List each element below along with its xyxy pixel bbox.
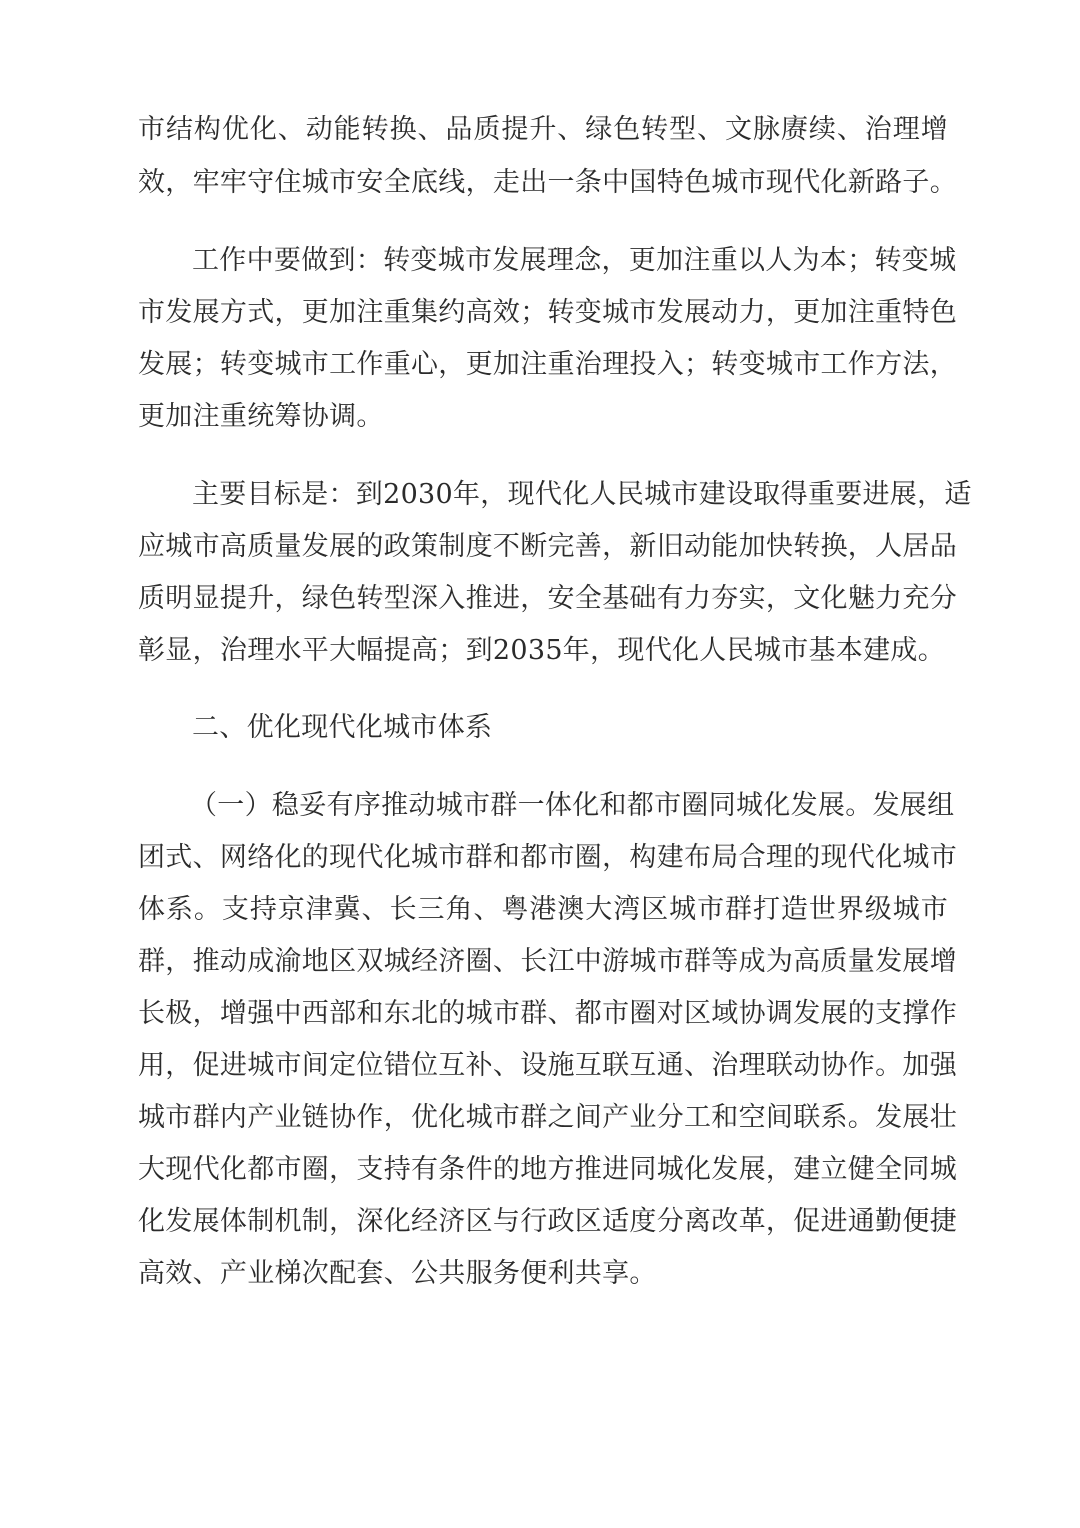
paragraph-4-line-3: 体系。支持京津冀、长三角、粤港澳大湾区城市群打造世界级城市: [138, 894, 948, 925]
paragraph-4-line-7: 城市群内产业链协作，优化城市群之间产业分工和空间联系。发展壮: [138, 1102, 957, 1133]
paragraph-3-line-3: 质明显提升，绿色转型深入推进，安全基础有力夯实，文化魅力充分: [138, 583, 957, 614]
paragraph-2-line-3: 发展；转变城市工作重心，更加注重治理投入；转变城市工作方法，: [138, 349, 957, 380]
paragraph-4-line-10: 高效、产业梯次配套、公共服务便利共享。: [138, 1258, 657, 1289]
paragraph-4-line-8: 大现代化都市圈，支持有条件的地方推进同城化发展，建立健全同城: [138, 1154, 957, 1185]
paragraph-4-line-5: 长极，增强中西部和东北的城市群、都市圈对区域协调发展的支撑作: [138, 998, 957, 1029]
paragraph-2-line-4: 更加注重统筹协调。: [138, 401, 384, 432]
paragraph-4-line-2: 团式、网络化的现代化城市群和都市圈，构建布局合理的现代化城市: [138, 842, 957, 873]
paragraph-3-line-4: 彰显，治理水平大幅提高；到2035年，现代化人民城市基本建成。: [138, 635, 946, 666]
paragraph-3-line-2: 应城市高质量发展的政策制度不断完善，新旧动能加快转换，人居品: [138, 531, 957, 562]
paragraph-1-line-2: 效，牢牢守住城市安全底线，走出一条中国特色城市现代化新路子。: [138, 167, 957, 198]
paragraph-4-line-6: 用，促进城市间定位错位互补、设施互联互通、治理联动协作。加强: [138, 1050, 957, 1081]
paragraph-1-line-1: 市结构优化、动能转换、品质提升、绿色转型、文脉赓续、治理增: [138, 114, 948, 145]
paragraph-2-line-2: 市发展方式，更加注重集约高效；转变城市发展动力，更加注重特色: [138, 297, 957, 328]
paragraph-4-line-1: （一）稳妥有序推动城市群一体化和都市圈同城化发展。发展组: [190, 790, 955, 821]
paragraph-4-line-9: 化发展体制机制，深化经济区与行政区适度分离改革，促进通勤便捷: [138, 1206, 957, 1237]
paragraph-2-line-1: 工作中要做到：转变城市发展理念，更加注重以人为本；转变城: [192, 245, 957, 276]
paragraph-3-line-1: 主要目标是：到2030年，现代化人民城市建设取得重要进展，适: [192, 479, 972, 510]
section-heading: 二、优化现代化城市体系: [192, 712, 493, 743]
paragraph-4-line-4: 群，推动成渝地区双城经济圈、长江中游城市群等成为高质量发展增: [138, 946, 957, 977]
